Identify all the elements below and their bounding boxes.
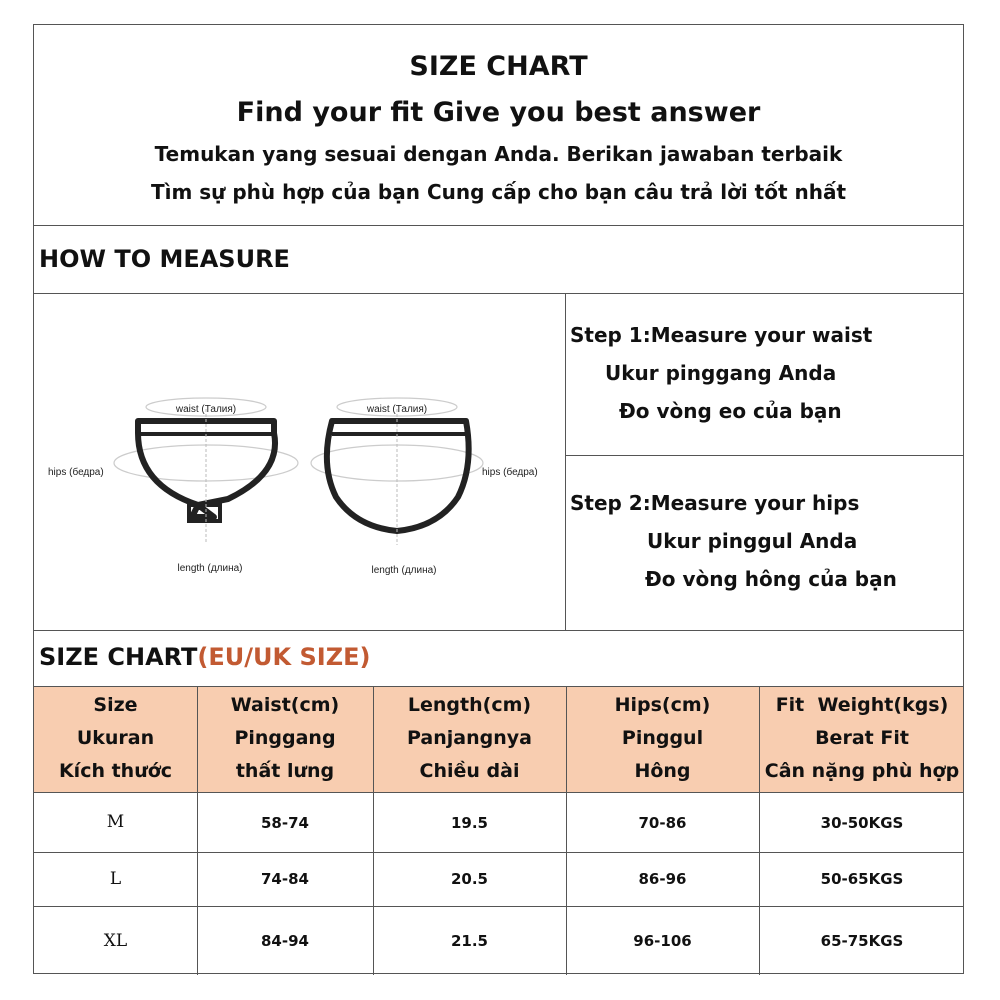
size-chart-sheet [33, 24, 964, 974]
waist-label: waist (Талия) [175, 404, 237, 415]
column-header-line: Hips(cm) [614, 694, 711, 716]
divider [34, 906, 963, 907]
column-header-line: Fit Weight(kgs) [775, 694, 949, 716]
column-header-line: Pinggul [621, 727, 704, 749]
step1-vietnamese: Đo vòng eo của bạn [619, 399, 842, 423]
column-header-line: Size [93, 694, 138, 716]
column-header-hips [566, 686, 759, 792]
hips-cell: 70-86 [638, 814, 687, 832]
column-header-line: Panjangnya [407, 727, 532, 749]
divider [34, 630, 963, 631]
column-header-line: Length(cm) [407, 694, 532, 716]
brief-diagram [48, 398, 298, 574]
size-chart-heading-text: SIZE CHART [39, 643, 198, 671]
length-label: length (длина) [177, 563, 243, 574]
waist-cell: 84-94 [261, 932, 309, 950]
weight-cell: 65-75KGS [820, 932, 904, 950]
column-header-weight [759, 686, 965, 792]
column-header-length [373, 686, 566, 792]
size-cell: XL [103, 931, 128, 951]
column-header-line: thất lưng [235, 760, 335, 782]
divider [565, 293, 566, 630]
brief-back-diagram [311, 398, 538, 576]
step2-indonesian: Ukur pinggul Anda [647, 529, 858, 553]
weight-cell: 30-50KGS [820, 814, 904, 832]
page-subtitle: Find your fit Give you best answer [236, 97, 761, 128]
column-header-line: Cân nặng phù hợp [764, 760, 960, 782]
divider [34, 293, 963, 294]
divider [34, 225, 963, 226]
length-cell: 21.5 [450, 932, 488, 950]
subtitle-indonesian: Temukan yang sesuai dengan Anda. Berikan jawaban terbaik [154, 142, 843, 166]
hips-label: hips (бедра) [482, 467, 538, 478]
column-header-line: Waist(cm) [230, 694, 340, 716]
waist-cell: 74-84 [261, 870, 309, 888]
page-title: SIZE CHART [409, 51, 588, 82]
length-cell: 19.5 [450, 814, 488, 832]
step2-title: Step 2:Measure your hips [570, 491, 860, 515]
column-header-line: Kích thước [58, 760, 173, 782]
column-header-waist [197, 686, 373, 792]
how-to-measure-heading: HOW TO MEASURE [39, 245, 290, 273]
weight-cell: 50-65KGS [820, 870, 904, 888]
divider [565, 455, 963, 456]
column-header-line: Ukuran [76, 727, 155, 749]
title-block [34, 25, 963, 225]
size-cell: L [109, 869, 122, 889]
column-header-line: Hông [634, 760, 691, 782]
divider [34, 852, 963, 853]
hips-cell: 96-106 [633, 932, 692, 950]
hips-cell: 86-96 [638, 870, 687, 888]
hips-label: hips (бедра) [48, 467, 104, 478]
column-header-line: Chiều dài [419, 760, 520, 782]
size-cell: M [106, 812, 125, 832]
step1-title: Step 1:Measure your waist [570, 323, 873, 347]
step2-vietnamese: Đo vòng hông của bạn [645, 567, 897, 591]
length-label: length (длина) [371, 565, 437, 576]
size-chart-heading [39, 643, 370, 671]
size-chart-heading-accent: (EU/UK SIZE) [197, 643, 371, 671]
divider [34, 792, 963, 793]
column-header-line: Berat Fit [815, 727, 909, 749]
column-header-line: Pinggang [234, 727, 336, 749]
measurement-diagram [34, 295, 564, 630]
waist-label: waist (Талия) [366, 404, 428, 415]
column-header-size [34, 686, 197, 792]
length-cell: 20.5 [450, 870, 488, 888]
waist-cell: 58-74 [261, 814, 309, 832]
subtitle-vietnamese: Tìm sự phù hợp của bạn Cung cấp cho bạn câu trả lời tốt nhất [150, 180, 847, 204]
step1-indonesian: Ukur pinggang Anda [605, 361, 837, 385]
